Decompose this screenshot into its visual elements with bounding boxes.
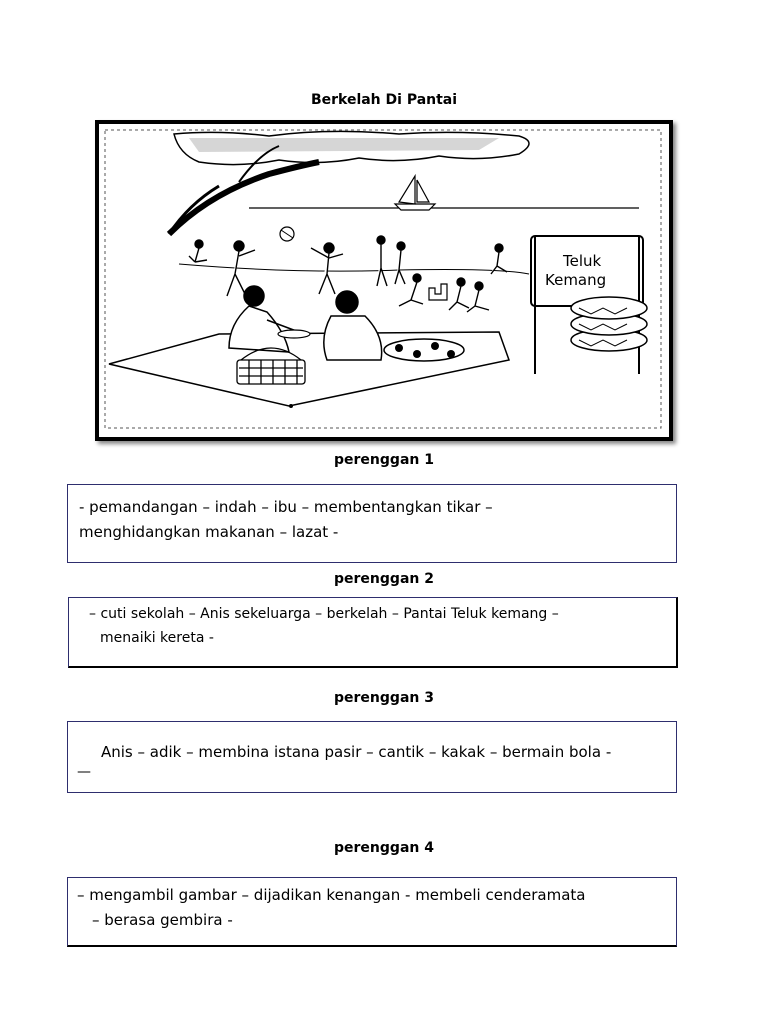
picnic-scene-drawing [99, 124, 669, 437]
sign-line-2: Kemang [545, 271, 607, 289]
beach-picnic-illustration [95, 120, 673, 441]
section-2-line-1: – cuti sekolah – Anis sekeluarga – berkelah – Pantai Teluk kemang – [89, 606, 559, 622]
section-4-heading: perenggan 4 [334, 840, 434, 856]
section-3-box [67, 721, 677, 793]
section-2-heading: perenggan 2 [334, 571, 434, 587]
section-3-line-2: — [77, 764, 91, 780]
section-1-line-2: menghidangkan makanan – lazat - [79, 523, 339, 541]
section-4-line-1: – mengambil gambar – dijadikan kenangan - membeli cenderamata [77, 886, 586, 904]
page-title: Berkelah Di Pantai [310, 92, 458, 108]
sign-line-1: Teluk [563, 252, 602, 270]
section-2-line-2: menaiki kereta - [100, 630, 214, 646]
section-1-heading: perenggan 1 [334, 452, 434, 468]
section-4-line-2: – berasa gembira - [92, 911, 233, 929]
section-1-line-1: - pemandangan – indah – ibu – membentangkan tikar – [79, 498, 493, 516]
section-3-line-1: Anis – adik – membina istana pasir – cantik – kakak – bermain bola - [101, 743, 612, 761]
section-1-box [67, 484, 677, 563]
section-3-heading: perenggan 3 [334, 690, 434, 706]
section-4-box [67, 877, 677, 947]
section-2-box [68, 597, 678, 668]
